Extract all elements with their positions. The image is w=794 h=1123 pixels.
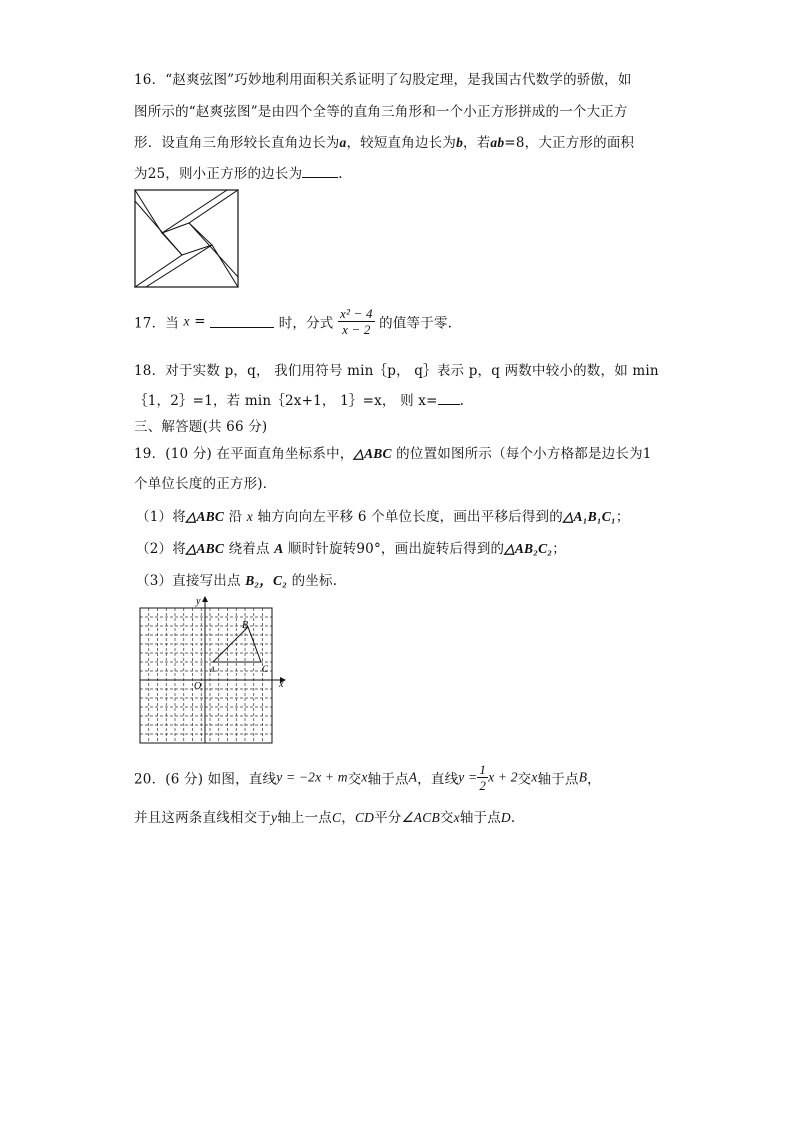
q19-s3-text-a: （3）直接写出点 xyxy=(136,573,246,589)
q16-line-1 xyxy=(134,68,632,88)
q17-text-pre: 17．当 xyxy=(134,315,179,332)
var-x-20b: x xyxy=(531,769,538,785)
point-c-20: C xyxy=(332,810,342,825)
section-header xyxy=(134,415,267,435)
q19-s2-text-c: 顺时针旋转90°，画出旋转后得到的 xyxy=(283,541,505,557)
equation-line-2-lhs: y = xyxy=(458,769,478,785)
q19-s2-text-b: 绕着点 xyxy=(224,541,275,557)
answer-blank-18[interactable] xyxy=(438,392,460,405)
angle-acb: ∠ACB xyxy=(401,810,440,825)
q20-text-1d: ，直线 xyxy=(417,771,459,788)
q16-text-4b: . xyxy=(338,166,343,182)
point-c-label: C xyxy=(262,664,269,674)
point-a: A xyxy=(274,541,284,556)
var-x: x xyxy=(183,313,190,329)
var-a: a xyxy=(339,135,347,150)
q20-text-1c: 轴于点 xyxy=(367,771,409,788)
q18-text-2b: . xyxy=(459,393,465,409)
q19-line-1 xyxy=(134,442,652,462)
var-x-1: x xyxy=(246,509,253,524)
point-a-20: A xyxy=(408,769,418,785)
q19-s2-text-a: （2）将 xyxy=(136,541,186,557)
equals-sign: = xyxy=(194,313,206,330)
q20-text-2e: 交 xyxy=(439,810,454,826)
q16-line-4 xyxy=(134,162,343,182)
var-x-20a: x xyxy=(361,769,368,785)
y-axis-label: y xyxy=(196,596,201,607)
point-a-label: A xyxy=(210,665,215,674)
section-title: 三、解答题(共 66 分) xyxy=(134,419,268,435)
q19-sub-2 xyxy=(136,537,566,557)
segment-cd: CD xyxy=(354,810,375,825)
grid-border xyxy=(140,608,272,743)
var-b: b xyxy=(456,135,464,150)
equation-line-1: y = −2x + m xyxy=(276,769,348,785)
triangle-a1b1c1: △A₁B₁C₁ xyxy=(562,509,616,524)
half-denominator: 2 xyxy=(479,778,487,793)
q16-text-3c: ，若 xyxy=(463,135,491,151)
q18-line-1 xyxy=(134,359,659,379)
q16-text-3d: =8，大正方形的面积 xyxy=(504,135,635,151)
q20-text-1g: ， xyxy=(587,771,601,788)
q17-line xyxy=(134,306,452,346)
q20-text-2a: 并且这两条直线相交于 xyxy=(134,810,271,826)
q18-text-1: 18．对于实数 p，q， 我们用符号 min｛p， q｝表示 p，q 两数中较小的数，如 min xyxy=(134,363,659,379)
zhao-shuang-figure xyxy=(134,189,240,289)
q17-text-mid: 时，分式 xyxy=(278,315,334,332)
point-b-label: B xyxy=(242,620,249,631)
q16-text-3b: ，较短直角边长为 xyxy=(346,135,457,151)
q20-text-2d: 平分 xyxy=(374,810,402,826)
y-axis-arrow-icon xyxy=(202,596,208,602)
q19-text-1b: 的位置如图所示（每个小方格都是边长为1 xyxy=(391,446,652,462)
q19-s1-text-c: 轴方向向左平移 6 个单位长度，画出平移后得到的 xyxy=(252,509,563,525)
q16-text-3a: 形．设直角三角形较长直角边长为 xyxy=(134,135,340,151)
triangle-abc-1: △ABC xyxy=(185,509,225,524)
q18-text-2a: ｛1，2｝=1，若 min｛2x+1， 1｝=x， 则 x= xyxy=(134,393,438,409)
triangle-abc-2: △ABC xyxy=(185,541,225,556)
coordinate-grid-figure xyxy=(136,596,292,746)
fraction-expression xyxy=(338,306,375,337)
q20-text-2g: . xyxy=(510,810,516,826)
q17-text-post: 的值等于零. xyxy=(379,315,453,332)
q18-line-2 xyxy=(134,389,464,409)
var-ab: ab xyxy=(490,135,505,150)
q19-s1-text-a: （1）将 xyxy=(136,509,186,525)
fraction-numerator: x² − 4 xyxy=(340,306,373,321)
q16-text-1: 16．“赵爽弦图”巧妙地利用面积关系证明了勾股定理，是我国古代数学的骄傲，如 xyxy=(134,72,632,88)
q20-text-2c: ， xyxy=(341,810,355,826)
point-b-20: B xyxy=(578,769,588,785)
q20-line-1 xyxy=(134,762,601,800)
var-x-20c: x xyxy=(453,810,460,825)
half-numerator: 1 xyxy=(479,762,487,777)
q20-text-2b: 轴上一点 xyxy=(277,810,333,826)
q16-text-2: 图所示的“赵爽弦图”是由四个全等的直角三角形和一个小正方形拼成的一个大正方 xyxy=(134,104,628,120)
points-b2-c2: B₂，C₂ xyxy=(245,573,288,588)
q20-line-2 xyxy=(134,806,515,826)
triangle-ab2c2: △AB₂C₂ xyxy=(504,541,553,556)
origin-label: O xyxy=(194,681,202,692)
x-axis-label: x xyxy=(279,679,284,690)
answer-blank-16[interactable] xyxy=(302,165,338,178)
grid-lines xyxy=(140,608,272,743)
q20-text-1e: 交 xyxy=(517,771,532,788)
q20-text-1a: 20．(6 分) 如图，直线 xyxy=(134,771,277,788)
q16-text-4a: 为25，则小正方形的边长为 xyxy=(134,166,303,182)
q19-sub-1 xyxy=(136,505,630,525)
q16-line-3 xyxy=(134,131,634,151)
q19-s2-text-d: ； xyxy=(552,541,566,557)
q19-text-2: 个单位长度的正方形)． xyxy=(134,476,277,492)
fraction-one-half xyxy=(477,762,488,793)
answer-blank-17[interactable] xyxy=(210,315,274,328)
q16-line-2 xyxy=(134,100,628,120)
q19-sub-3 xyxy=(136,569,337,589)
q19-line-2 xyxy=(134,472,276,492)
q19-text-1a: 19．(10 分) 在平面直角坐标系中， xyxy=(134,446,354,462)
q19-s1-text-b: 沿 xyxy=(224,509,247,525)
q20-text-1b: 交 xyxy=(347,771,362,788)
triangle-abc: △ABC xyxy=(353,446,392,461)
equation-line-2-rhs: x + 2 xyxy=(488,769,518,785)
q20-text-1f: 轴于点 xyxy=(537,771,579,788)
q20-text-2f: 轴于点 xyxy=(459,810,501,826)
fraction-denominator: x − 2 xyxy=(342,322,371,337)
var-y-20: y xyxy=(271,810,278,825)
q19-s1-text-d: ； xyxy=(615,509,630,525)
q19-s3-text-b: 的坐标. xyxy=(287,573,338,589)
point-d-20: D xyxy=(500,810,511,825)
